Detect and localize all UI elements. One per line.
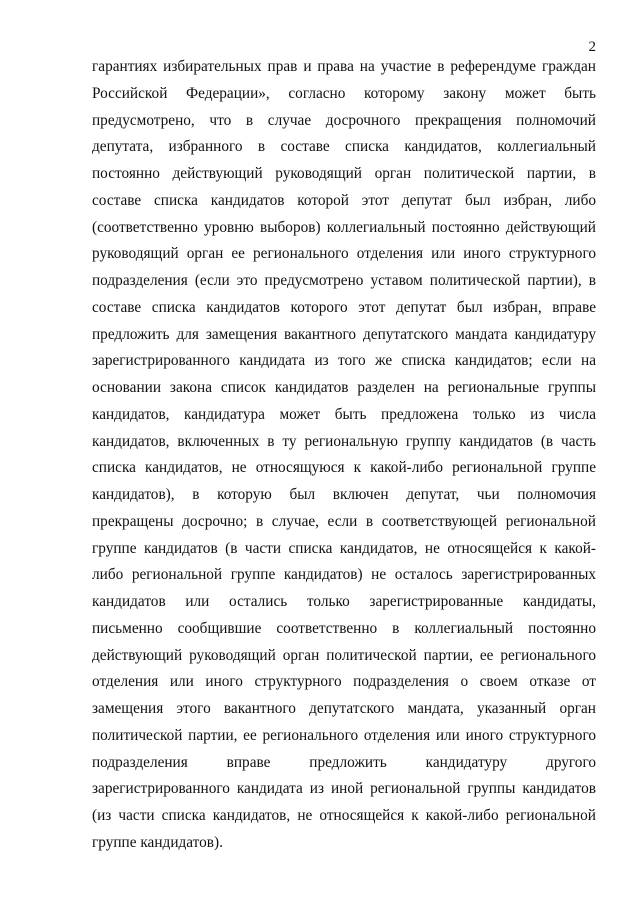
- text-line: зарегистрированного кандидата из того же списка кандидатов; если на: [92, 352, 596, 370]
- text-line: предусмотрено, что в случае досрочного прекращения полномочий: [92, 111, 596, 129]
- text-line: подразделения (если это предусмотрено уставом политической партии), в: [92, 272, 596, 289]
- text-line: предложить для замещения вакантного депутатского мандата кандидатуру: [92, 325, 596, 343]
- text-line: руководящий орган ее регионального отделения или иного структурного: [92, 245, 596, 263]
- text-line: кандидатов, кандидатура может быть предложена только из числа: [92, 405, 596, 423]
- text-line: замещения этого вакантного депутатского мандата, указанный орган: [92, 700, 596, 717]
- text-line: гарантиях избирательных прав и права на участие в референдуме граждан: [92, 58, 596, 75]
- text-line: действующий руководящий орган политической партии, ее регионального: [92, 646, 596, 664]
- text-line: зарегистрированного кандидата из иной региональной группы кандидатов: [92, 780, 596, 798]
- text-line: составе списка кандидатов которого этот депутат был избран, вправе: [92, 298, 596, 316]
- text-line: кандидатов, включенных в ту региональную группу кандидатов (в часть: [92, 432, 596, 450]
- text-line: основании закона список кандидатов разделен на региональные группы: [92, 379, 596, 396]
- text-line: отделения или иного структурного подразделения о своем отказе от: [92, 673, 596, 691]
- text-line: списка кандидатов, не относящуюся к какой-либо региональной группе: [92, 459, 596, 477]
- text-line: (из части списка кандидатов, не относящейся к какой-либо региональной: [92, 807, 596, 824]
- text-line: постоянно действующий руководящий орган политической партии, в: [92, 165, 596, 182]
- text-line: Российской Федерации», согласно которому закону может быть: [92, 84, 596, 102]
- text-line: прекращены досрочно; в случае, если в соответствующей региональной: [92, 512, 596, 530]
- text-line: кандидатов), в которую был включен депутат, чьи полномочия: [92, 486, 596, 503]
- text-line: письменно сообщившие соответственно в коллегиальный постоянно: [92, 619, 596, 637]
- text-line: либо региональной группе кандидатов) не осталось зарегистрированных: [92, 566, 596, 584]
- page-number: 2: [588, 39, 596, 55]
- text-line: группе кандидатов (в части списка кандидатов, не относящейся к какой-: [92, 539, 596, 557]
- text-line: кандидатов или остались только зарегистрированные кандидаты,: [92, 593, 596, 610]
- text-line: депутата, избранного в составе списка кандидатов, коллегиальный: [92, 138, 596, 156]
- text-line: составе списка кандидатов которой этот депутат был избран, либо: [92, 191, 596, 209]
- text-line: (соответственно уровню выборов) коллегиальный постоянно действующий: [92, 218, 596, 236]
- text-line: группе кандидатов).: [92, 833, 223, 851]
- text-line: подразделения вправе предложить кандидатуру другого: [92, 753, 596, 771]
- text-line: политической партии, ее регионального отделения или иного структурного: [92, 726, 596, 744]
- body-paragraph: [92, 54, 596, 857]
